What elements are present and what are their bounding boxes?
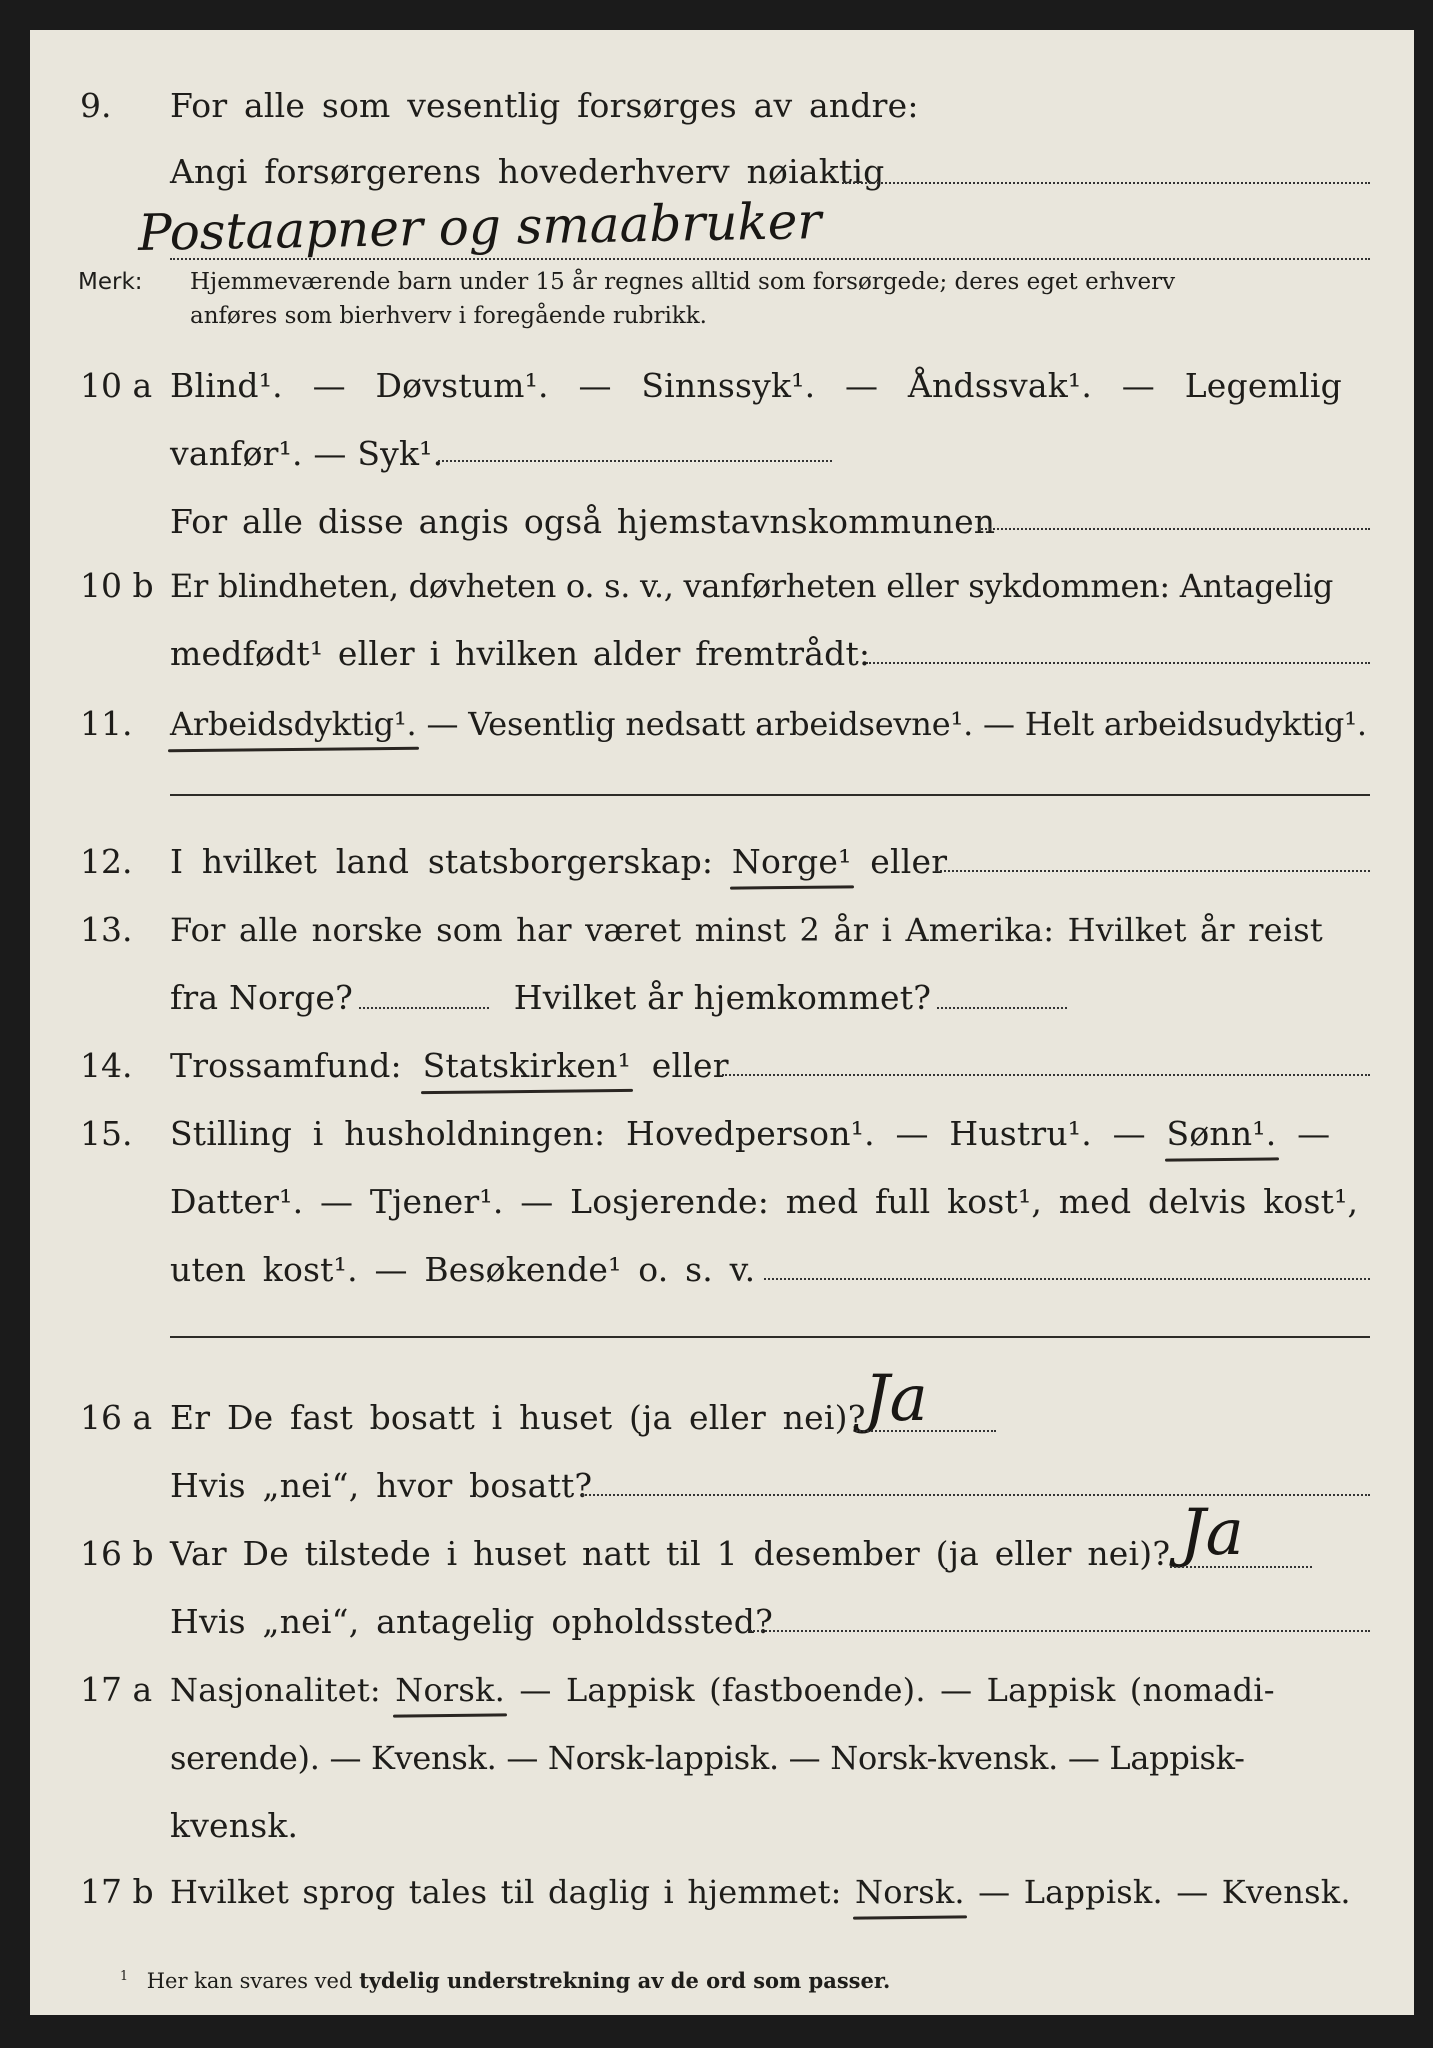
q10a-dash1: — xyxy=(312,366,346,405)
footnote-pre: Her kan svares ved xyxy=(146,1969,353,1993)
q10a-text3: For alle disse angis også hjemstavnskommunen xyxy=(170,502,996,541)
q12-text xyxy=(170,838,947,886)
q16a-text2: Hvis „nei“, hvor bosatt? xyxy=(170,1466,593,1505)
q17a-post: — Lappisk (fastboende). — Lappisk (nomadi- xyxy=(519,1671,1275,1709)
q15-pre: Stilling i husholdningen: Hovedperson¹. — Hustru¹. — xyxy=(170,1114,1146,1153)
q9-text2: Angi forsørgerens hovederhverv nøiaktig xyxy=(170,152,885,191)
q17b-text xyxy=(170,1868,1351,1916)
q17b-pre: Hvilket sprog tales til daglig i hjemmet: xyxy=(170,1873,842,1911)
q15-selected-option: Sønn¹. xyxy=(1166,1114,1277,1153)
q13-reist: fra Norge? xyxy=(170,978,354,1017)
q10b-dotted-fill xyxy=(866,662,1370,664)
q10a-dash4: — xyxy=(1121,366,1155,405)
q15-text3: uten kost¹. — Besøkende¹ o. s. v. xyxy=(170,1250,756,1289)
q17b-number: 17 b xyxy=(80,1872,154,1911)
q15-number: 15. xyxy=(80,1114,133,1153)
q10a-opt-blind: Blind¹. xyxy=(170,366,283,405)
q10a-options xyxy=(170,362,1342,410)
q10a-line3 xyxy=(30,498,1414,548)
q17a-pre: Nasjonalitet: xyxy=(170,1671,381,1709)
q10b-text2: medfødt¹ eller i hvilken alder fremtrådt: xyxy=(170,634,871,673)
q10a-opt-andssvak: Åndssvak¹. xyxy=(907,366,1093,405)
q12-pre: I hvilket land statsborgerskap: xyxy=(170,842,714,881)
q16b-line2 xyxy=(30,1598,1414,1648)
q17a-line1 xyxy=(30,1666,1414,1716)
q16a-bosatt-fill xyxy=(582,1494,1370,1496)
q14-number: 14. xyxy=(80,1046,133,1085)
q16b-dotted-fill xyxy=(1170,1566,1312,1568)
q11-number: 11. xyxy=(80,704,133,743)
q17a-line3 xyxy=(30,1802,1414,1852)
q10a-text2: vanfør¹. — Syk¹. xyxy=(170,434,444,473)
q15-text2: Datter¹. — Tjener¹. — Losjerende: med full kost¹, med delvis kost¹, xyxy=(170,1182,1359,1221)
q13-line2 xyxy=(30,974,1414,1024)
q11-line xyxy=(30,700,1414,750)
q16a-text1: Er De fast bosatt i huset (ja eller nei)? xyxy=(170,1398,866,1437)
q10a-dash3: — xyxy=(845,366,879,405)
q10a-opt-sinnssyk: Sinnssyk¹. xyxy=(641,366,816,405)
q13-reist-fill xyxy=(359,1007,489,1009)
q16b-opholdssted-fill xyxy=(750,1630,1370,1632)
q15-line3 xyxy=(30,1246,1414,1296)
q14-dotted-fill xyxy=(722,1074,1370,1076)
q17b-post: — Lappisk. — Kvensk. xyxy=(978,1873,1351,1911)
q14-line xyxy=(30,1042,1414,1092)
q11-answer-rule xyxy=(170,794,1370,796)
q16b-handwritten-answer: Ja xyxy=(1180,1496,1244,1570)
q9-number: 9. xyxy=(80,86,112,125)
q15-dotted-fill xyxy=(764,1278,1370,1280)
q13-text1: For alle norske som har været minst 2 år i Amerika: Hvilket år reist xyxy=(170,911,1323,949)
q10a-dash2: — xyxy=(578,366,612,405)
q10b-text1: Er blindheten, døvheten o. s. v., vanførheten eller sykdommen: Antagelig xyxy=(170,567,1334,605)
q12-line xyxy=(30,838,1414,888)
note-text1: Hjemmeværende barn under 15 år regnes alltid som forsørgede; deres eget erhverv xyxy=(190,269,1176,295)
census-form-page xyxy=(30,30,1414,2015)
q11-selected-option: Arbeidsdyktig¹. xyxy=(170,705,417,743)
q15-post: — xyxy=(1297,1114,1331,1153)
q17a-text3: kvensk. xyxy=(170,1806,299,1845)
q13-number: 13. xyxy=(80,910,133,949)
footnote-mark: 1 xyxy=(120,1968,129,1983)
q10b-line2 xyxy=(30,630,1414,680)
q16b-text2: Hvis „nei“, antagelig opholdssted? xyxy=(170,1602,773,1641)
q17a-text1 xyxy=(170,1666,1275,1714)
q16a-dotted-fill xyxy=(856,1430,996,1432)
q13-hjemkommet-fill xyxy=(937,1007,1067,1009)
q12-selected-option: Norge¹ xyxy=(731,842,852,881)
q9-dotted-fill xyxy=(842,182,1370,184)
q9-handwritten-answer: Postaapner og smaabruker xyxy=(137,192,822,262)
q16b-text1: Var De tilstede i huset natt til 1 desember (ja eller nei)? xyxy=(170,1534,1171,1573)
q17a-selected-option: Norsk. xyxy=(395,1671,506,1709)
q17a-text2: serende). — Kvensk. — Norsk-lappisk. — Norsk-kvensk. — Lappisk- xyxy=(170,1739,1245,1777)
q12-number: 12. xyxy=(80,842,133,881)
q10a-hjemstavn-fill xyxy=(978,528,1370,530)
q17a-line2 xyxy=(30,1734,1414,1784)
q14-pre: Trossamfund: xyxy=(170,1046,402,1085)
q16b-number: 16 b xyxy=(80,1534,154,1573)
q10a-opt-legemlig: Legemlig xyxy=(1184,366,1342,405)
q12-post: eller xyxy=(870,842,948,881)
q10a-line2 xyxy=(30,430,1414,480)
q14-selected-option: Statskirken¹ xyxy=(422,1046,632,1085)
footnote xyxy=(120,1966,890,1996)
q15-text1 xyxy=(170,1110,1330,1158)
q11-text xyxy=(170,700,1367,748)
q10a-dotted-fill xyxy=(438,460,832,462)
q17b-selected-option: Norsk. xyxy=(855,1873,965,1911)
q9-answer-line xyxy=(170,258,1370,260)
q10a-number: 10 a xyxy=(80,366,153,405)
footnote-bold: tydelig understrekning av de ord som passer. xyxy=(359,1968,891,1993)
q12-dotted-fill xyxy=(936,870,1370,872)
q14-post: eller xyxy=(651,1046,729,1085)
q9-text1: For alle som vesentlig forsørges av andre: xyxy=(170,86,919,125)
note-text2: anføres som bierhverv i foregående rubrikk. xyxy=(190,303,707,329)
q11-rest: — Vesentlig nedsatt arbeidsevne¹. — Helt arbeidsudyktig¹. xyxy=(426,705,1367,743)
q10a-line1 xyxy=(30,362,1414,412)
q9-line1 xyxy=(30,82,1414,132)
q10b-number: 10 b xyxy=(80,566,154,605)
q17b-line xyxy=(30,1868,1414,1918)
q16a-line1 xyxy=(30,1394,1414,1444)
q10b-line1 xyxy=(30,562,1414,612)
q14-text xyxy=(170,1042,729,1090)
q15-answer-rule xyxy=(170,1336,1370,1338)
q15-line1 xyxy=(30,1110,1414,1160)
q13-line1 xyxy=(30,906,1414,956)
note-label: Merk: xyxy=(78,269,143,295)
q15-line2 xyxy=(30,1178,1414,1228)
q13-hjemkommet: Hvilket år hjemkommet? xyxy=(513,978,932,1017)
q16a-number: 16 a xyxy=(80,1398,153,1437)
q13-text2 xyxy=(170,974,1067,1022)
q17a-number: 17 a xyxy=(80,1670,153,1709)
q16a-handwritten-answer: Ja xyxy=(864,1362,928,1436)
q10a-opt-dovstum: Døvstum¹. xyxy=(375,366,549,405)
q9-line2 xyxy=(30,148,1414,198)
